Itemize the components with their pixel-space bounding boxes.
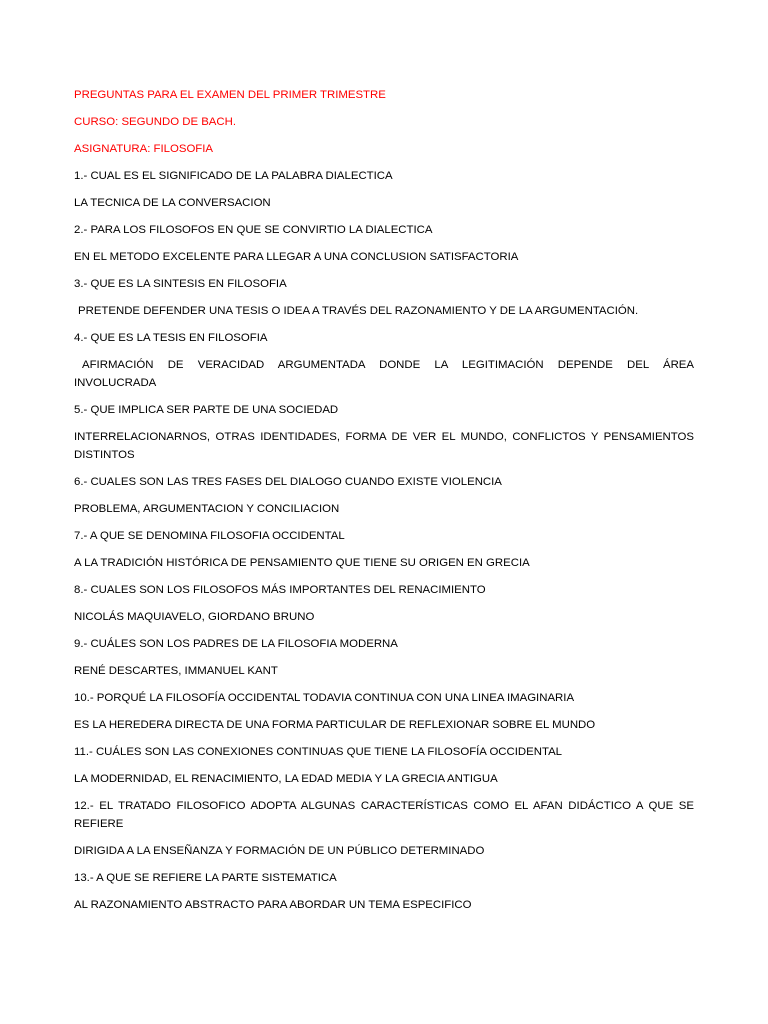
- question-2: 2.- PARA LOS FILOSOFOS EN QUE SE CONVIRTIO LA DIALECTICA: [74, 224, 433, 236]
- answer-1: LA TECNICA DE LA CONVERSACION: [74, 197, 271, 209]
- question-4: 4.- QUE ES LA TESIS EN FILOSOFIA: [74, 332, 268, 344]
- document-page: [74, 86, 694, 923]
- question-9: 9.- CUÁLES SON LOS PADRES DE LA FILOSOFIA MODERNA: [74, 638, 398, 650]
- question-12: 12.- EL TRATADO FILOSOFICO ADOPTA ALGUNAS CARACTERÍSTICAS COMO EL AFAN DIDÁCTICO A QUE SE REFIERE: [74, 800, 694, 830]
- subject-label: ASIGNATURA: FILOSOFIA: [74, 143, 214, 155]
- course-label: CURSO: SEGUNDO DE BACH.: [74, 116, 237, 128]
- question-7: 7.- A QUE SE DENOMINA FILOSOFIA OCCIDENTAL: [74, 530, 345, 542]
- answer-6: PROBLEMA, ARGUMENTACION Y CONCILIACION: [74, 503, 340, 515]
- question-5: 5.- QUE IMPLICA SER PARTE DE UNA SOCIEDAD: [74, 404, 339, 416]
- answer-13: AL RAZONAMIENTO ABSTRACTO PARA ABORDAR UN TEMA ESPECIFICO: [74, 899, 472, 911]
- question-3: 3.- QUE ES LA SINTESIS EN FILOSOFIA: [74, 278, 287, 290]
- answer-3: PRETENDE DEFENDER UNA TESIS O IDEA A TRAVÉS DEL RAZONAMIENTO Y DE LA ARGUMENTACIÓN.: [78, 305, 639, 317]
- answer-10: ES LA HEREDERA DIRECTA DE UNA FORMA PARTICULAR DE REFLEXIONAR SOBRE EL MUNDO: [74, 719, 596, 731]
- answer-8: NICOLÁS MAQUIAVELO, GIORDANO BRUNO: [74, 611, 315, 623]
- answer-9: RENÉ DESCARTES, IMMANUEL KANT: [74, 665, 278, 677]
- question-1: 1.- CUAL ES EL SIGNIFICADO DE LA PALABRA DIALECTICA: [74, 170, 393, 182]
- question-6: 6.- CUALES SON LAS TRES FASES DEL DIALOGO CUANDO EXISTE VIOLENCIA: [74, 476, 502, 488]
- answer-5: INTERRELACIONARNOS, OTRAS IDENTIDADES, FORMA DE VER EL MUNDO, CONFLICTOS Y PENSAMIENTOS DISTINTOS: [74, 431, 694, 461]
- question-10: 10.- PORQUÉ LA FILOSOFÍA OCCIDENTAL TODAVIA CONTINUA CON UNA LINEA IMAGINARIA: [74, 692, 575, 704]
- answer-4: AFIRMACIÓN DE VERACIDAD ARGUMENTADA DONDE LA LEGITIMACIÓN DEPENDE DEL ÁREA INVOLUCRADA: [74, 359, 694, 389]
- question-11: 11.- CUÁLES SON LAS CONEXIONES CONTINUAS QUE TIENE LA FILOSOFÍA OCCIDENTAL: [74, 746, 563, 758]
- answer-2: EN EL METODO EXCELENTE PARA LLEGAR A UNA CONCLUSION SATISFACTORIA: [74, 251, 519, 263]
- question-13: 13.- A QUE SE REFIERE LA PARTE SISTEMATICA: [74, 872, 337, 884]
- answer-7: A LA TRADICIÓN HISTÓRICA DE PENSAMIENTO QUE TIENE SU ORIGEN EN GRECIA: [74, 557, 530, 569]
- document-title: PREGUNTAS PARA EL EXAMEN DEL PRIMER TRIMESTRE: [74, 89, 386, 101]
- answer-12: DIRIGIDA A LA ENSEÑANZA Y FORMACIÓN DE UN PÚBLICO DETERMINADO: [74, 845, 485, 857]
- answer-11: LA MODERNIDAD, EL RENACIMIENTO, LA EDAD MEDIA Y LA GRECIA ANTIGUA: [74, 773, 498, 785]
- question-8: 8.- CUALES SON LOS FILOSOFOS MÁS IMPORTANTES DEL RENACIMIENTO: [74, 584, 486, 596]
